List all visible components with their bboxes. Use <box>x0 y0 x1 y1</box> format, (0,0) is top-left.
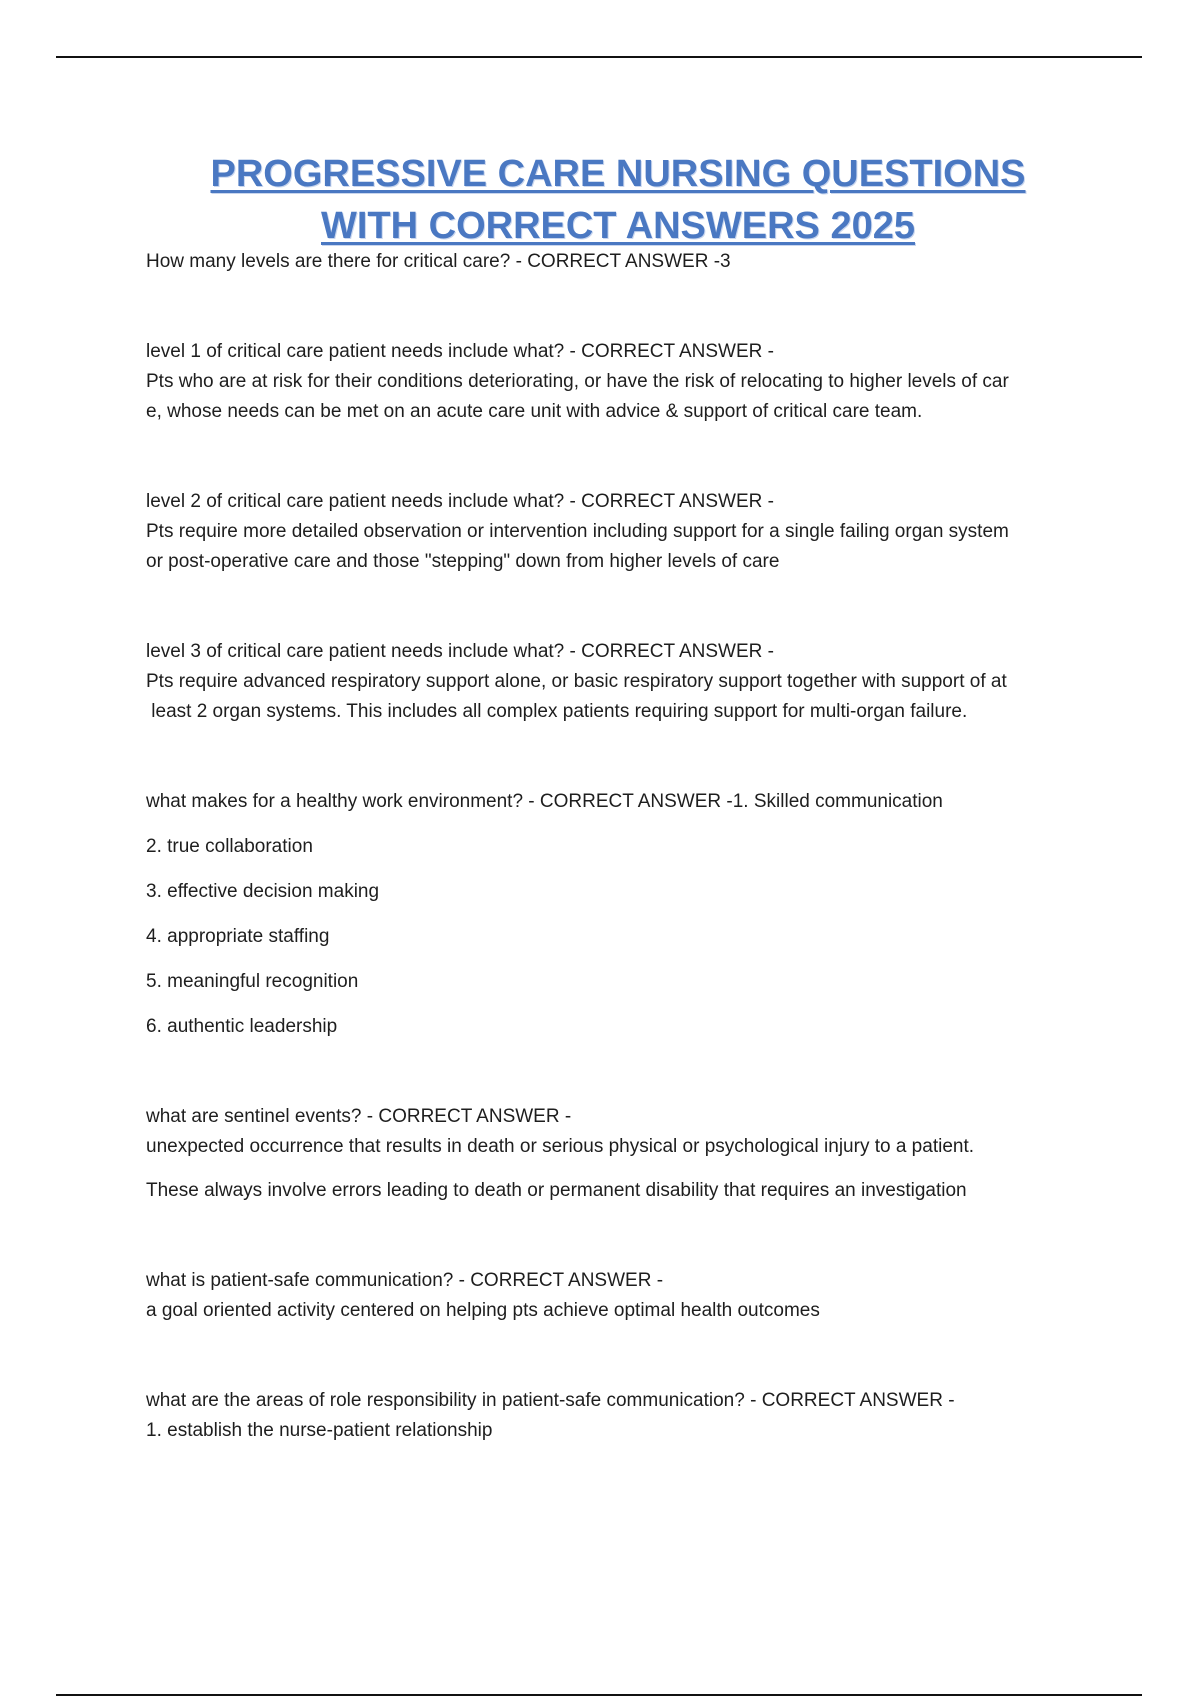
question-text: level 3 of critical care patient needs include what? - CORRECT ANSWER - <box>146 641 774 662</box>
answer-text: Pts require more detailed observation or intervention including support for a single failing organ system <box>146 521 1009 542</box>
header-rule <box>56 56 1142 58</box>
question-text: level 2 of critical care patient needs include what? - CORRECT ANSWER - <box>146 491 774 512</box>
qa-item <box>146 247 1106 277</box>
qa-item <box>146 1266 1106 1326</box>
answer-text: Pts require advanced respiratory support alone, or basic respiratory support together with support of at <box>146 671 1007 692</box>
qa-item <box>146 337 1106 427</box>
question-text: what is patient-safe communication? - CORRECT ANSWER - <box>146 1270 664 1291</box>
question-text: what are the areas of role responsibility in patient-safe communication? - CORRECT ANSWER - <box>146 1390 955 1411</box>
list-item: 6. authentic leadership <box>146 1016 338 1037</box>
list-item: 3. effective decision making <box>146 881 380 902</box>
answer-text: 1. establish the nurse-patient relationship <box>146 1420 493 1441</box>
qa-item <box>146 637 1106 727</box>
title-line-1: PROGRESSIVE CARE NURSING QUESTIONS <box>210 153 1026 195</box>
title-line-2: WITH CORRECT ANSWERS 2025 <box>321 205 915 247</box>
document-body <box>146 247 1106 1446</box>
qa-item <box>146 787 1106 1042</box>
question-text: How many levels are there for critical care? - CORRECT ANSWER -3 <box>146 251 731 272</box>
qa-item <box>146 1386 1106 1446</box>
answer-text: unexpected occurrence that results in death or serious physical or psychological injury to a patient. <box>146 1136 975 1157</box>
question-text: what are sentinel events? - CORRECT ANSWER - <box>146 1106 572 1127</box>
answer-text: a goal oriented activity centered on helping pts achieve optimal health outcomes <box>146 1300 820 1321</box>
answer-text: e, whose needs can be met on an acute care unit with advice & support of critical care team. <box>146 401 923 422</box>
footer-rule <box>56 1694 1142 1696</box>
answer-text: least 2 organ systems. This includes all complex patients requiring support for multi-organ failure. <box>146 701 968 722</box>
list-item: 4. appropriate staffing <box>146 926 330 947</box>
answer-text: Pts who are at risk for their conditions deteriorating, or have the risk of relocating to higher levels of car <box>146 371 1009 392</box>
question-text: level 1 of critical care patient needs include what? - CORRECT ANSWER - <box>146 341 774 362</box>
list-item: 5. meaningful recognition <box>146 971 359 992</box>
qa-item <box>146 487 1106 577</box>
list-item: 2. true collaboration <box>146 836 313 857</box>
answer-text: or post-operative care and those "stepping" down from higher levels of care <box>146 551 780 572</box>
question-text: what makes for a healthy work environment? - CORRECT ANSWER -1. Skilled communication <box>146 791 943 812</box>
page-title <box>0 148 1200 252</box>
qa-item <box>146 1102 1106 1206</box>
answer-extra-text: These always involve errors leading to death or permanent disability that requires an investigation <box>146 1180 967 1201</box>
